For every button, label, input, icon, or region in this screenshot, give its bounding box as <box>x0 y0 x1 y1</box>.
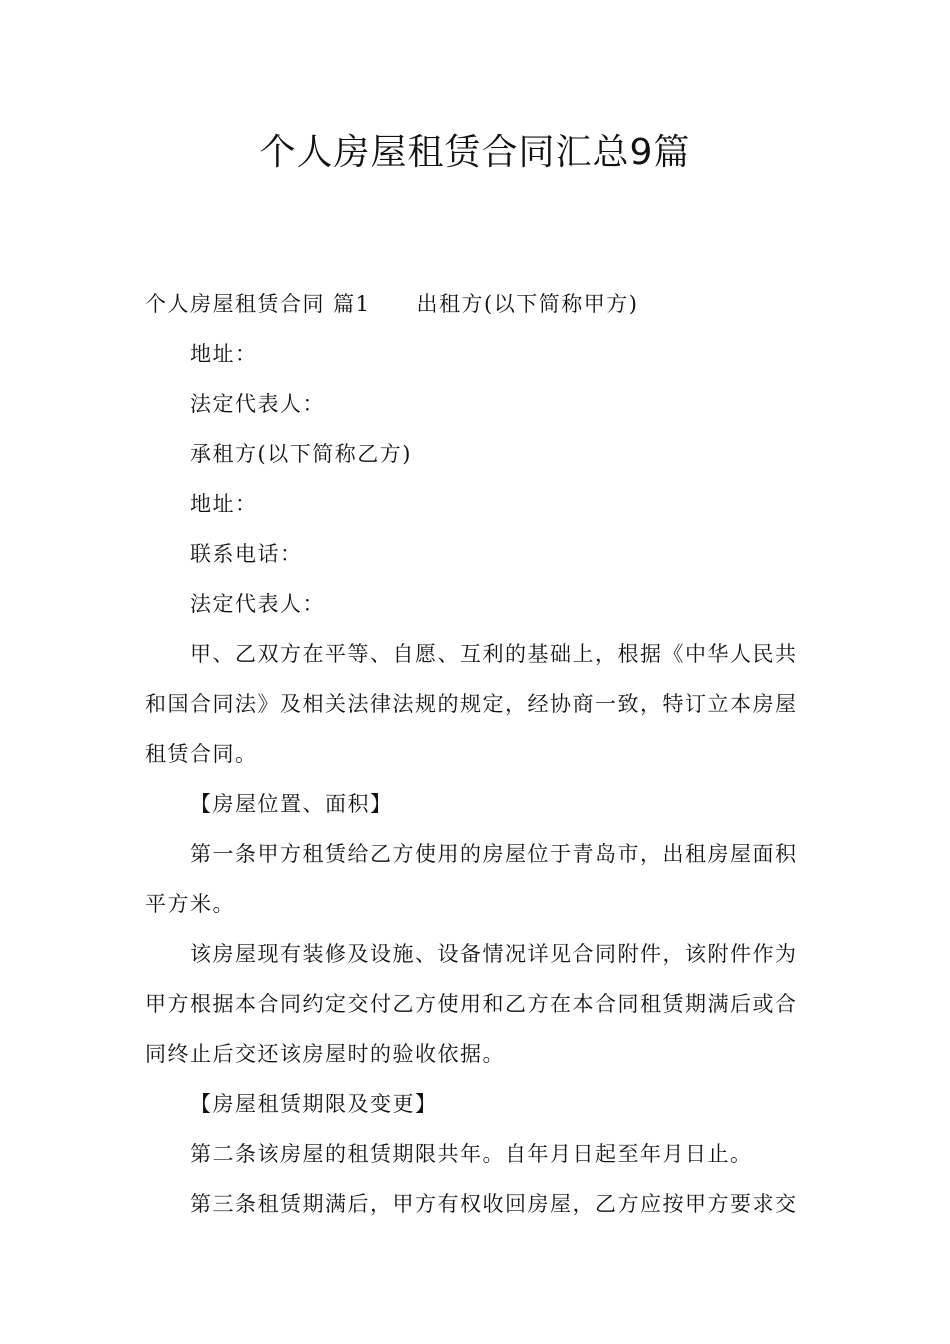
paragraph: 第一条甲方租赁给乙方使用的房屋位于青岛市，出租房屋面积平方米。 <box>145 842 798 916</box>
first-line <box>145 279 807 329</box>
paragraph: 法定代表人： <box>190 592 325 616</box>
paragraph: 地址： <box>190 492 258 516</box>
paragraph: 甲、乙双方在平等、自愿、互利的基础上，根据《中华人民共和国合同法》及相关法律法规的规定，经协商一致，特订立本房屋租赁合同。 <box>145 642 798 766</box>
paragraph: 法定代表人： <box>190 392 325 416</box>
paragraph: 第三条租赁期满后，甲方有权收回房屋，乙方应按甲方要求交 <box>190 1192 798 1216</box>
paragraph: 地址： <box>190 342 258 366</box>
lessor-label: 出租方(以下简称甲方) <box>416 292 639 316</box>
section-heading: 【房屋位置、面积】 <box>190 792 393 816</box>
paragraph: 该房屋现有装修及设施、设备情况详见合同附件，该附件作为甲方根据本合同约定交付乙方使用和乙方在本合同租赁期满后或合同终止后交还该房屋时的验收依据。 <box>145 942 798 1066</box>
paragraph: 联系电话： <box>190 542 303 566</box>
contract-heading: 个人房屋租赁合同 篇1 <box>145 292 371 316</box>
section-heading: 【房屋租赁期限及变更】 <box>190 1092 438 1116</box>
document-body <box>145 279 807 1229</box>
paragraph: 第二条该房屋的租赁期限共年。自年月日起至年月日止。 <box>190 1142 753 1166</box>
paragraph: 承租方(以下简称乙方) <box>190 442 412 466</box>
document-title: 个人房屋租赁合同汇总9篇 <box>259 132 691 173</box>
